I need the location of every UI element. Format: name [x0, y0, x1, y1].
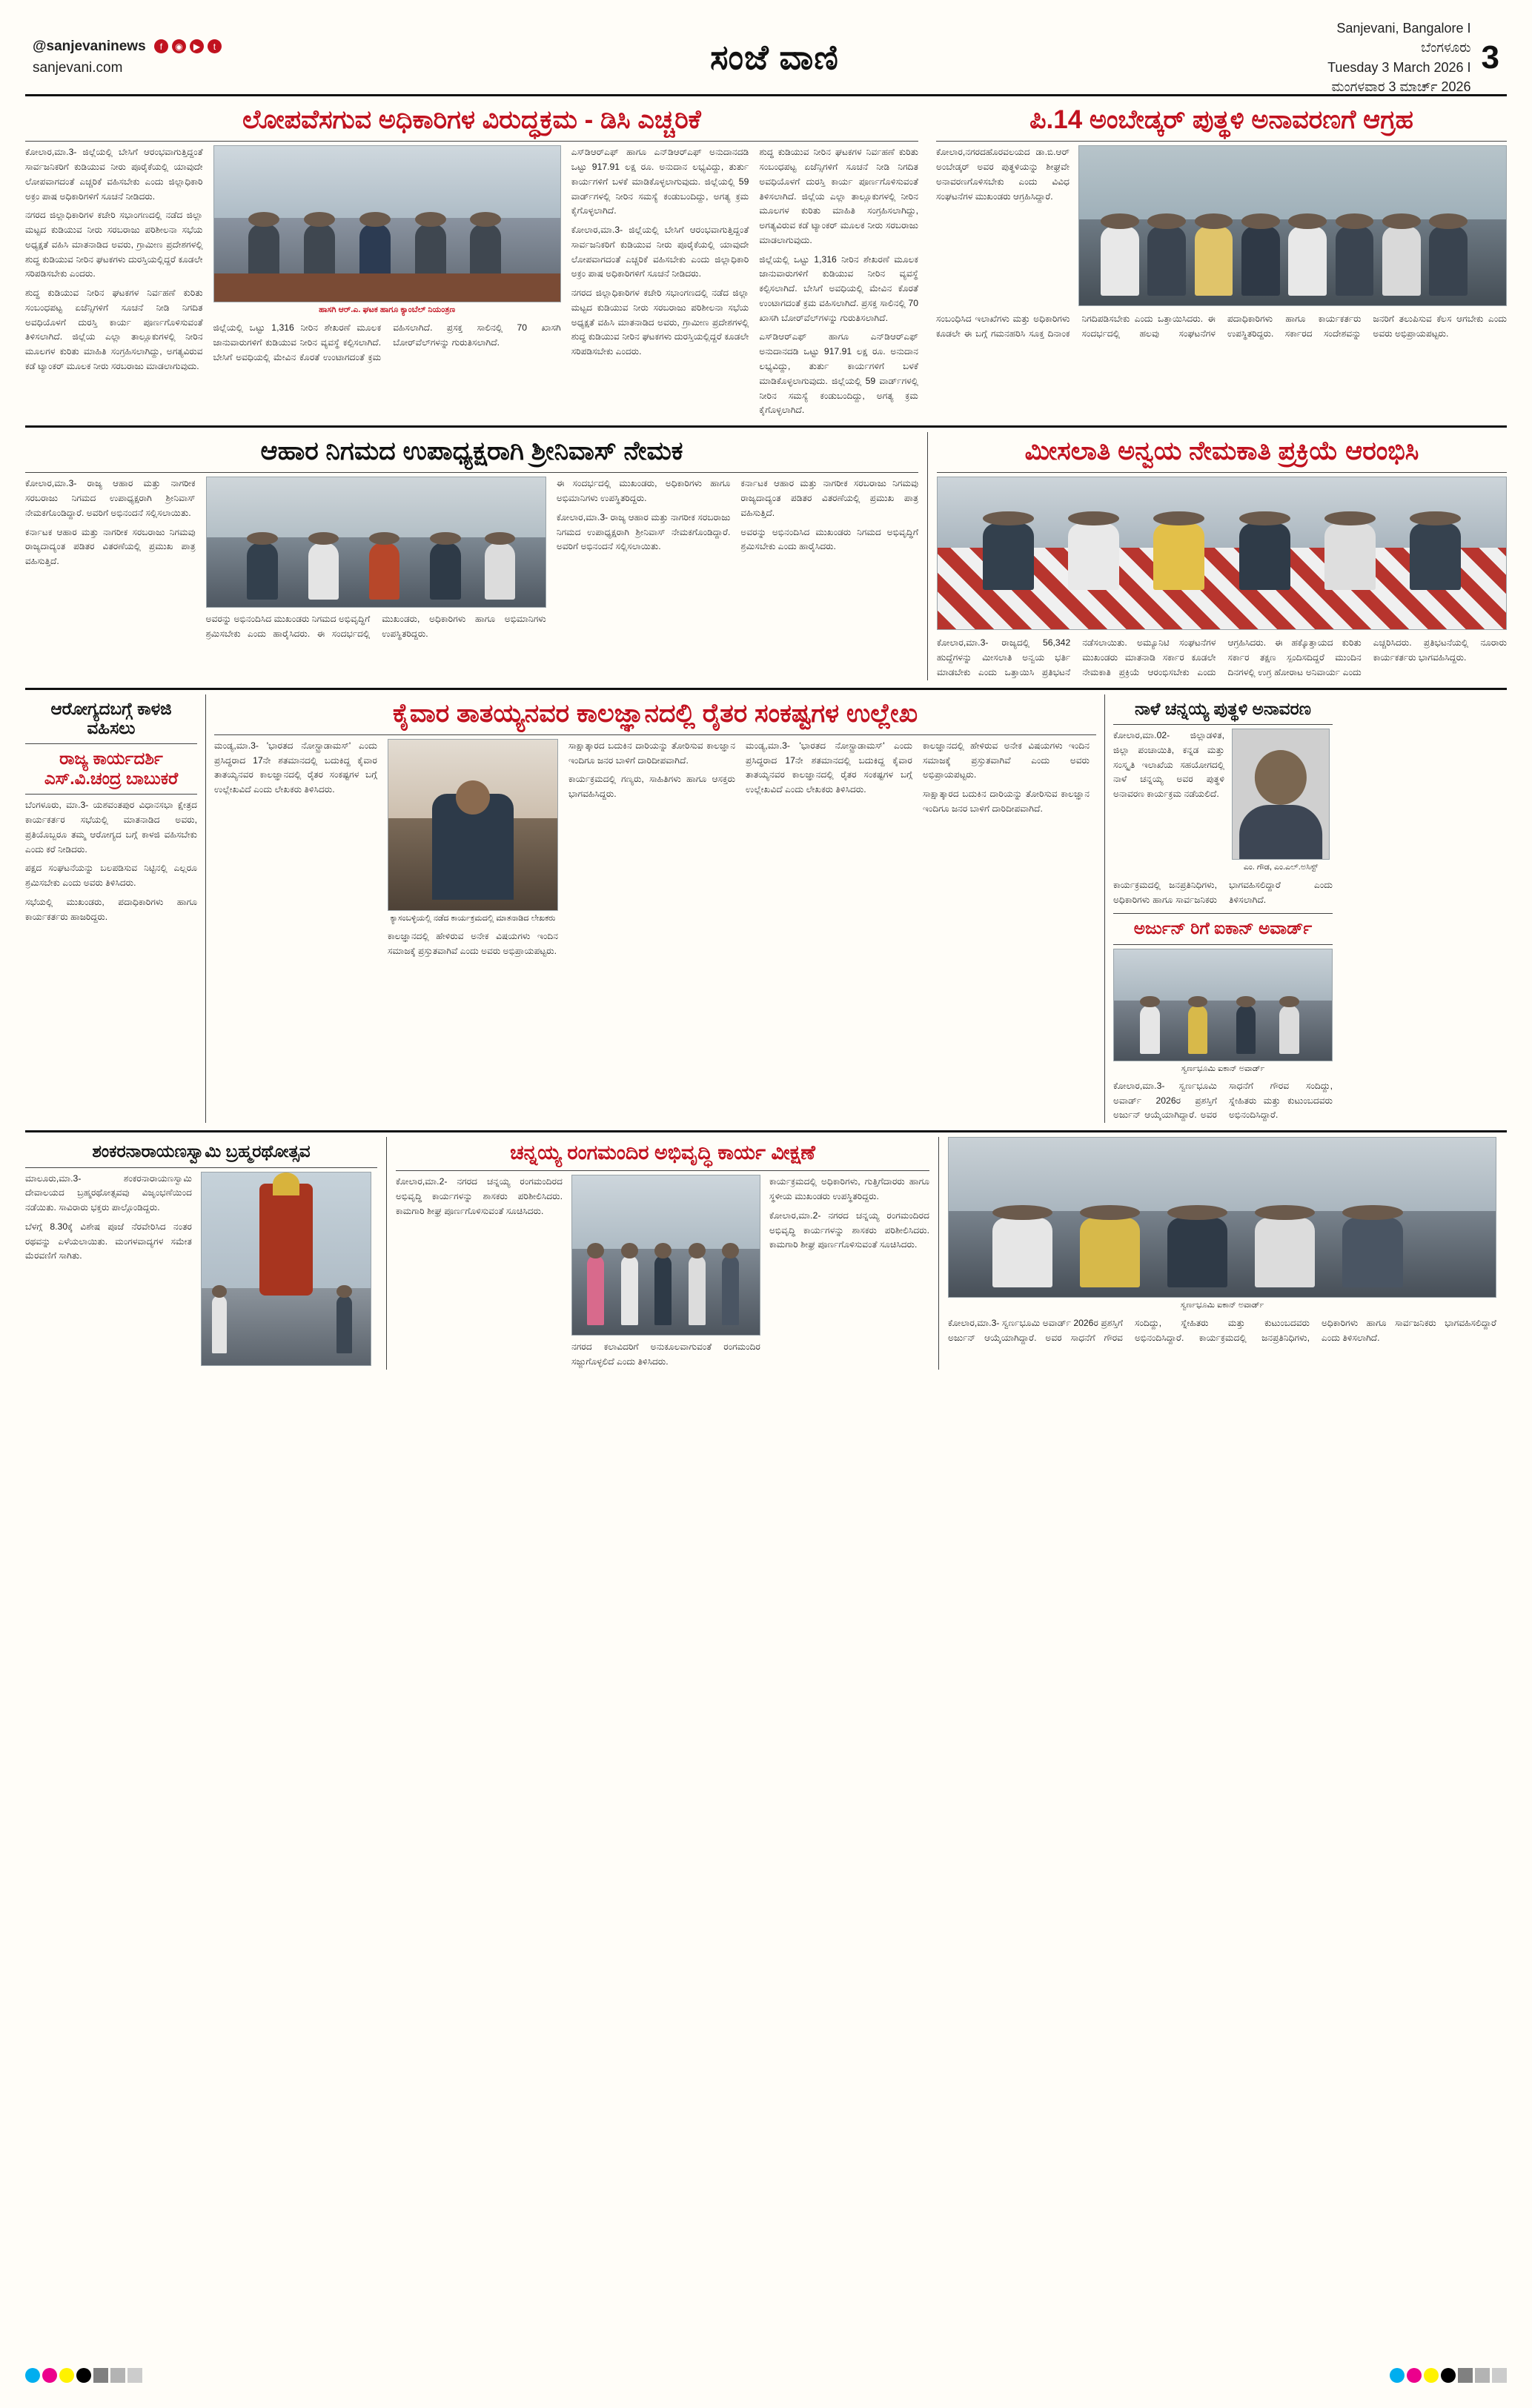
- story-2-headline: ಪಿ.14 ಅಂಬೇಡ್ಕರ್ ಪುತ್ಥಳಿ ಅನಾವರಣಗೆ ಆಗ್ರಹ: [1029, 105, 1413, 134]
- story-4-body-2: ಅವರನ್ನು ಅಭಿನಂದಿಸಿದ ಮುಖಂಡರು ನಿಗಮದ ಅಭಿವೃದ್ಧಿಗೆ ಶ್ರಮಿಸಬೇಕು ಎಂದು ಹಾರೈಸಿದರು.: [205, 614, 371, 640]
- story-channayya-unveil: [1113, 694, 1333, 1124]
- story-2-photo: [1078, 145, 1507, 306]
- story-10-body-1b: ಕೋಲಾರ,ಮಾ.2- ನಗರದ ಚನ್ನಯ್ಯ ರಂಗಮಂದಿರದ ಅಭಿವೃದ್ಧಿ ಕಾರ್ಯಗಳನ್ನು ಶಾಸಕರು ಪರಿಶೀಲಿಸಿದರು. ಕಾಮಗಾರಿ ಶೀಘ್ರ ಪೂರ್ಣಗೊಳಿಸುವಂತೆ ಸೂಚಿಸಿದರು.: [769, 1210, 929, 1250]
- story-1-body-3b: ಶುದ್ಧ ಕುಡಿಯುವ ನೀರಿನ ಘಟಕಗಳ ನಿರ್ವಹಣೆ ಕುರಿತು ಸಂಬಂಧಪಟ್ಟ ಏಜೆನ್ಸಿಗಳಿಗೆ ಸೂಚನೆ ನೀಡಿ ನಿಗದಿತ ಅವಧಿಯೊಳಗೆ ದುರಸ್ತಿ ಕಾರ್ಯ ಪೂರ್ಣಗೊಳಿಸುವಂತೆ ತಿಳಿಸಲಾಗಿದೆ. ಜಿಲ್ಲೆಯ ಎಲ್ಲಾ ತಾಲ್ಲೂಕುಗಳಲ್ಲಿ ನೀರಿನ ಮೂಲಗಳ ಕುರಿತು ಮಾಹಿತಿ ಸಂಗ್ರಹಿಸಲಾಗಿದ್ದು, ಅಗತ್ಯವಿರುವ ಕಡೆ ಟ್ಯಾಂಕರ್ ಮೂಲಕ ನೀರು ಸರಬರಾಜು ಮಾಡಲಾಗುವುದು.: [759, 147, 918, 245]
- story-6-body-2: ಕಾಲಜ್ಞಾನದಲ್ಲಿ ಹೇಳಿರುವ ಅನೇಕ ವಿಷಯಗಳು ಇಂದಿನ ಸಮಾಜಕ್ಕೆ ಪ್ರಸ್ತುತವಾಗಿವೆ ಎಂದು ಅವರು ಅಭಿಪ್ರಾಯಪಟ್ಟರು.: [388, 930, 558, 956]
- story-8-body-1: ಕೋಲಾರ,ಮಾ.3- ಸ್ವರ್ಣಭೂಮಿ ಅವಾರ್ಡ್ 2026ರ ಪ್ರಶಸ್ತಿಗೆ ಅರ್ಜುನ್ ಆಯ್ಕೆಯಾಗಿದ್ದಾರೆ.: [1113, 1080, 1217, 1121]
- story-5-body-1: ಬೆಂಗಳೂರು, ಮಾ.3- ಯಶವಂತಪುರ ವಿಧಾನಸಭಾ ಕ್ಷೇತ್ರದ ಕಾರ್ಯಕರ್ತರ ಸಭೆಯಲ್ಲಿ ಮಾತನಾಡಿದ ಅವರು, ಪ್ರತಿಯೊಬ್ಬರೂ ತಮ್ಮ ಆರೋಗ್ಯದ ಬಗ್ಗೆ ಕಾಳಜಿ ವಹಿಸಬೇಕು ಎಂದು ಕರೆ ನೀಡಿದರು.: [25, 800, 197, 855]
- story-4-body-3c: ಕರ್ನಾಟಕ ಆಹಾರ ಮತ್ತು ನಾಗರೀಕ ಸರಬರಾಜು ನಿಗಮವು ರಾಜ್ಯದಾದ್ಯಂತ ಪಡಿತರ ವಿತರಣೆಯಲ್ಲಿ ಪ್ರಮುಖ ಪಾತ್ರ ವಹಿಸುತ್ತಿದೆ.: [740, 478, 918, 518]
- story-3-photo: [937, 477, 1507, 630]
- story-2-body-4: ಸರ್ಕಾರದ ಸಂದೇಶವನ್ನು ಜನರಿಗೆ ತಲುಪಿಸುವ ಕೆಲಸ ಆಗಬೇಕು ಎಂದು ಅವರು ಅಭಿಪ್ರಾಯಪಟ್ಟರು.: [1284, 314, 1507, 339]
- date-kn: ಮಂಗಳವಾರ 3 ಮಾರ್ಚ್ 2026: [1331, 79, 1471, 94]
- twitter-icon[interactable]: t: [208, 39, 222, 53]
- color-registration-bar-left: [25, 2368, 142, 2383]
- website-url: sanjevani.com: [33, 59, 123, 76]
- story-6-photo: [388, 739, 558, 911]
- story-6-caption: ಕ್ಯಾಸಂಬಳ್ಳಿಯಲ್ಲಿ ನಡೆದ ಕಾರ್ಯಕ್ರಮದಲ್ಲಿ ಮಾತನಾಡಿದ ಲೇಖಕರು: [390, 913, 556, 923]
- award-body-3: ಕಾರ್ಯಕ್ರಮದಲ್ಲಿ ಜನಪ್ರತಿನಿಧಿಗಳು, ಅಧಿಕಾರಿಗಳು ಹಾಗೂ ಸಾರ್ವಜನಿಕರು ಭಾಗವಹಿಸಲಿದ್ದಾರೆ ಎಂದು ತಿಳಿಸಲಾಗಿದೆ.: [1198, 1318, 1496, 1343]
- story-4-body-1: ಕೋಲಾರ,ಮಾ.3- ರಾಜ್ಯ ಆಹಾರ ಮತ್ತು ನಾಗರೀಕ ಸರಬರಾಜು ನಿಗಮದ ಉಪಾಧ್ಯಕ್ಷರಾಗಿ ಶ್ರೀನಿವಾಸ್ ನೇಮಕಗೊಂಡಿದ್ದಾರೆ. ಅವರಿಗೆ ಅಭಿನಂದನೆ ಸಲ್ಲಿಸಲಾಯಿತು.: [25, 478, 196, 518]
- story-5-body-2: ಪಕ್ಷದ ಸಂಘಟನೆಯನ್ನು ಬಲಪಡಿಸುವ ನಿಟ್ಟಿನಲ್ಲಿ ಎಲ್ಲರೂ ಶ್ರಮಿಸಬೇಕು ಎಂದು ಅವರು ತಿಳಿಸಿದರು.: [25, 863, 197, 889]
- logo-text: ಸಂಜೆ ವಾಣಿ: [710, 37, 839, 76]
- award-body-1: ಕೋಲಾರ,ಮಾ.3- ಸ್ವರ್ಣಭೂಮಿ ಅವಾರ್ಡ್ 2026ರ ಪ್ರಶಸ್ತಿಗೆ ಅರ್ಜುನ್ ಆಯ್ಕೆಯಾಗಿದ್ದಾರೆ.: [948, 1318, 1123, 1343]
- story-9-photo: [201, 1172, 371, 1366]
- story-1-body-3: ಶುದ್ಧ ಕುಡಿಯುವ ನೀರಿನ ಘಟಕಗಳ ನಿರ್ವಹಣೆ ಕುರಿತು ಸಂಬಂಧಪಟ್ಟ ಏಜೆನ್ಸಿಗಳಿಗೆ ಸೂಚನೆ ನೀಡಿ ನಿಗದಿತ ಅವಧಿಯೊಳಗೆ ದುರಸ್ತಿ ಕಾರ್ಯ ಪೂರ್ಣಗೊಳಿಸುವಂತೆ ತಿಳಿಸಲಾಗಿದೆ. ಜಿಲ್ಲೆಯ ಎಲ್ಲಾ ತಾಲ್ಲೂಕುಗಳಲ್ಲಿ ನೀರಿನ ಮೂಲಗಳ ಕುರಿತು ಮಾಹಿತಿ ಸಂಗ್ರಹಿಸಲಾಗಿದ್ದು, ಅಗತ್ಯವಿರುವ ಕಡೆ ಟ್ಯಾಂಕರ್ ಮೂಲಕ ನೀರು ಸರಬರಾಜು ಮಾಡಲಾಗುವುದು.: [25, 288, 203, 371]
- story-9-body-1: ಮಾಲೂರು,ಮಾ.3- ಶಂಕರನಾರಾಯಣಸ್ವಾಮಿ ದೇವಾಲಯದ ಬ್ರಹ್ಮರಥೋತ್ಸವವು ವಿಜೃಂಭಣೆಯಿಂದ ನಡೆಯಿತು. ಸಾವಿರಾರು ಭಕ್ತರು ಪಾಲ್ಗೊಂಡಿದ್ದರು.: [25, 1173, 192, 1213]
- story-6-headline: ಕೈವಾರ ತಾತಯ್ಯನವರ ಕಾಲಜ್ಞಾನದಲ್ಲಿ ರೈತರ ಸಂಕಷ್ಟಗಳ ಉಲ್ಲೇಖ: [392, 698, 918, 728]
- story-brahmarathotsava: [25, 1137, 377, 1370]
- story-10-photo: [571, 1175, 760, 1336]
- story-1-body-1b: ಕೋಲಾರ,ಮಾ.3- ಜಿಲ್ಲೆಯಲ್ಲಿ ಬೇಸಿಗೆ ಆರಂಭವಾಗುತ್ತಿದ್ದಂತೆ ಸಾರ್ವಜನಿಕರಿಗೆ ಕುಡಿಯುವ ನೀರು ಪೂರೈಕೆಯಲ್ಲಿ ಯಾವುದೇ ಲೋಪವಾಗದಂತೆ ಎಚ್ಚರಿಕೆ ವಹಿಸಬೇಕು ಎಂದು ಜಿಲ್ಲಾಧಿಕಾರಿ ಅಕ್ರಂ ಪಾಷ ಅಧಿಕಾರಿಗಳಿಗೆ ಸೂಚನೆ ನೀಡಿದರು.: [571, 225, 749, 279]
- story-lopavesaguva: [25, 101, 918, 418]
- story-6-body-3b: ಸಾಕ್ಷಾತ್ಕಾರದ ಬದುಕಿನ ದಾರಿಯನ್ನು ತೋರಿಸುವ ಕಾಲಜ್ಞಾನ ಇಂದಿಗೂ ಜನರ ಬಾಳಿಗೆ ದಾರಿದೀಪವಾಗಿದೆ.: [923, 789, 1090, 814]
- story-2-body-2: ಸಂಬಂಧಿಸಿದ ಇಲಾಖೆಗಳು ಮತ್ತು ಅಧಿಕಾರಿಗಳು ಕೂಡಲೇ ಈ ಬಗ್ಗೆ ಗಮನಹರಿಸಿ ಸೂಕ್ತ ದಿನಾಂಕ ನಿಗದಿಪಡಿಸಬೇಕು ಎಂದು ಒತ್ತಾಯಿಸಿದರು.: [936, 314, 1204, 339]
- story-1-body-4b: ಜಿಲ್ಲೆಯಲ್ಲಿ ಒಟ್ಟು 1,316 ನೀರಿನ ಶೇಖರಣೆ ಮೂಲಕ ಜಾನುವಾರುಗಳಿಗೆ ಕುಡಿಯುವ ನೀರಿನ ವ್ಯವಸ್ಥೆ ಕಲ್ಪಿಸಲಾಗಿದೆ. ಬೇಸಿಗೆ ಅವಧಿಯಲ್ಲಿ ಮೇವಿನ ಕೊರತೆ ಉಂಟಾಗದಂತೆ ಕ್ರಮ ವಹಿಸಲಾಗಿದೆ. ಪ್ರಸಕ್ತ ಸಾಲಿನಲ್ಲಿ 70 ಖಾಸಗಿ ಬೋರ್‌ವೆಲ್‌ಗಳನ್ನು ಗುರುತಿಸಲಾಗಿದೆ.: [759, 253, 918, 323]
- masthead-right: [1327, 19, 1499, 96]
- youtube-icon[interactable]: ▶: [190, 39, 204, 53]
- story-6-body-1b: ಮಂಡ್ಯ,ಮಾ.3- 'ಭಾರತದ ನೋಸ್ಟ್ರಾಡಾಮಸ್' ಎಂದು ಪ್ರಸಿದ್ಧರಾದ 17ನೇ ಶತಮಾನದಲ್ಲಿ ಬದುಕಿದ್ದ ಕೈವಾರ ತಾತಯ್ಯನವರ ಕಾಲಜ್ಞಾನದಲ್ಲಿ ರೈತರ ಸಂಕಷ್ಟಗಳ ಬಗ್ಗೆ ಉಲ್ಲೇಖವಿದೆ ಎಂದು ಲೇಖಕರು ತಿಳಿಸಿದರು.: [746, 740, 912, 795]
- story-1-body-1: ಕೋಲಾರ,ಮಾ.3- ಜಿಲ್ಲೆಯಲ್ಲಿ ಬೇಸಿಗೆ ಆರಂಭವಾಗುತ್ತಿದ್ದಂತೆ ಸಾರ್ವಜನಿಕರಿಗೆ ಕುಡಿಯುವ ನೀರು ಪೂರೈಕೆಯಲ್ಲಿ ಯಾವುದೇ ಲೋಪವಾಗದಂತೆ ಎಚ್ಚರಿಕೆ ವಹಿಸಬೇಕು ಎಂದು ಜಿಲ್ಲಾಧಿಕಾರಿ ಅಕ್ರಂ ಪಾಷ ಅಧಿಕಾರಿಗಳಿಗೆ ಸೂಚನೆ ನೀಡಿದರು.: [25, 147, 203, 202]
- story-1-body-5b: ಎಸ್‌ಡಿಆರ್‌ಎಫ್ ಹಾಗೂ ಎನ್‌ಡಿಆರ್‌ಎಫ್ ಅನುದಾನದಡಿ ಒಟ್ಟು 917.91 ಲಕ್ಷ ರೂ. ಅನುದಾನ ಲಭ್ಯವಿದ್ದು, ತುರ್ತು ಕಾರ್ಯಗಳಿಗೆ ಬಳಕೆ ಮಾಡಿಕೊಳ್ಳಲಾಗುವುದು. ಜಿಲ್ಲೆಯಲ್ಲಿ 59 ವಾರ್ಡ್‌ಗಳಲ್ಲಿ ನೀರಿನ ಸಮಸ್ಯೆ ಕಂಡುಬಂದಿದ್ದು, ಅಗತ್ಯ ಕ್ರಮ ಕೈಗೊಳ್ಳಲಾಗಿದೆ.: [759, 331, 918, 416]
- story-icon-award: [948, 1137, 1496, 1370]
- color-registration-bar-right: [1390, 2368, 1507, 2383]
- story-2-body-3: ಈ ಸಂದರ್ಭದಲ್ಲಿ ಹಲವು ಸಂಘಟನೆಗಳ ಪದಾಧಿಕಾರಿಗಳು ಹಾಗೂ ಕಾರ್ಯಕರ್ತರು ಉಪಸ್ಥಿತರಿದ್ದರು.: [1081, 314, 1362, 339]
- story-3-body-1: ಕೋಲಾರ,ಮಾ.3- ರಾಜ್ಯದಲ್ಲಿ 56,342 ಹುದ್ದೆಗಳನ್ನು ಮೀಸಲಾತಿ ಅನ್ವಯ ಭರ್ತಿ ಮಾಡಬೇಕು ಎಂದು ಒತ್ತಾಯಿಸಿ ಪ್ರತಿಭಟನೆ ನಡೆಸಲಾಯಿತು.: [937, 637, 1127, 677]
- edition-label: Sanjevani, Bangalore I: [1336, 21, 1471, 36]
- story-4-body-4: ಈ ಸಂದರ್ಭದಲ್ಲಿ ಮುಖಂಡರು, ಅಧಿಕಾರಿಗಳು ಹಾಗೂ ಅಭಿಮಾನಿಗಳು ಉಪಸ್ಥಿತರಿದ್ದರು.: [316, 614, 546, 640]
- story-10-headline: ಚನ್ನಯ್ಯ ರಂಗಮಂದಿರ ಅಭಿವೃದ್ಧಿ ಕಾರ್ಯ ವೀಕ್ಷಣೆ: [510, 1141, 815, 1164]
- instagram-icon[interactable]: ◉: [172, 39, 186, 53]
- story-1-body-2b: ನಗರದ ಜಿಲ್ಲಾಧಿಕಾರಿಗಳ ಕಚೇರಿ ಸಭಾಂಗಣದಲ್ಲಿ ನಡೆದ ಜಿಲ್ಲಾ ಮಟ್ಟದ ಕುಡಿಯುವ ನೀರು ಸರಬರಾಜು ಪರಿಶೀಲನಾ ಸಭೆಯ ಅಧ್ಯಕ್ಷತೆ ವಹಿಸಿ ಮಾತನಾಡಿದ ಅವರು, ಗ್ರಾಮೀಣ ಪ್ರದೇಶಗಳಲ್ಲಿ ಶುದ್ಧ ಕುಡಿಯುವ ನೀರಿನ ಘಟಕಗಳು ದುರಸ್ತಿಯಲ್ಲಿದ್ದರೆ ಕೂಡಲೇ ಸರಿಪಡಿಸಬೇಕು ಎಂದರು.: [571, 288, 749, 357]
- story-8-body-2: ಅವರ ಸಾಧನೆಗೆ ಗೌರವ ಸಂದಿದ್ದು, ಸ್ನೇಹಿತರು ಮತ್ತು ಕುಟುಂಬದವರು ಅಭಿನಂದಿಸಿದ್ದಾರೆ.: [1200, 1080, 1333, 1121]
- story-6-body-2b: ಕಾಲಜ್ಞಾನದಲ್ಲಿ ಹೇಳಿರುವ ಅನೇಕ ವಿಷಯಗಳು ಇಂದಿನ ಸಮಾಜಕ್ಕೆ ಪ್ರಸ್ತುತವಾಗಿವೆ ಎಂದು ಅವರು ಅಭಿಪ್ರಾಯಪಟ್ಟರು.: [923, 740, 1090, 780]
- story-ambedkar: [936, 101, 1507, 418]
- facebook-icon[interactable]: f: [154, 39, 168, 53]
- story-3-body-4: ಪ್ರತಿಭಟನೆಯಲ್ಲಿ ನೂರಾರು ಕಾರ್ಯಕರ್ತರು ಭಾಗವಹಿಸಿದ್ದರು.: [1373, 637, 1507, 663]
- story-1-photo: [213, 145, 561, 302]
- story-7-headline: ನಾಳೆ ಚನ್ನಯ್ಯ ಪುತ್ಥಳಿ ಅನಾವರಣ: [1135, 698, 1311, 718]
- social-handle: @sanjevaninews: [33, 39, 146, 54]
- story-rangamandira: [396, 1137, 929, 1370]
- story-1-body-2: ನಗರದ ಜಿಲ್ಲಾಧಿಕಾರಿಗಳ ಕಚೇರಿ ಸಭಾಂಗಣದಲ್ಲಿ ನಡೆದ ಜಿಲ್ಲಾ ಮಟ್ಟದ ಕುಡಿಯುವ ನೀರು ಸರಬರಾಜು ಪರಿಶೀಲನಾ ಸಭೆಯ ಅಧ್ಯಕ್ಷತೆ ವಹಿಸಿ ಮಾತನಾಡಿದ ಅವರು, ಗ್ರಾಮೀಣ ಪ್ರದೇಶಗಳಲ್ಲಿ ಶುದ್ಧ ಕುಡಿಯುವ ನೀರಿನ ಘಟಕಗಳು ದುರಸ್ತಿಯಲ್ಲಿದ್ದರೆ ಕೂಡಲೇ ಸರಿಪಡಿಸಬೇಕು ಎಂದರು.: [25, 210, 203, 279]
- award-photo: [948, 1137, 1496, 1298]
- story-5-headline-1: ಆರೋಗ್ಯದಬಗ್ಗೆ ಕಾಳಜಿ ವಹಿಸಲು: [50, 698, 172, 738]
- story-4-body-4b: ಈ ಸಂದರ್ಭದಲ್ಲಿ ಮುಖಂಡರು, ಅಧಿಕಾರಿಗಳು ಹಾಗೂ ಅಭಿಮಾನಿಗಳು ಉಪಸ್ಥಿತರಿದ್ದರು.: [556, 478, 731, 504]
- story-4-photo: [206, 477, 546, 608]
- story-5-headline-2: ರಾಜ್ಯ ಕಾರ್ಯದರ್ಶಿ ಎಸ್.ವಿ.ಚಂದ್ರ ಬಾಬುಕರೆ: [44, 749, 179, 788]
- story-kaivara: [214, 694, 1096, 1124]
- masthead: [25, 21, 1507, 96]
- story-7-body-1: ಕೋಲಾರ,ಮಾ.02- ಜಿಲ್ಲಾಡಳಿತ, ಜಿಲ್ಲಾ ಪಂಚಾಯಿತಿ, ಕನ್ನಡ ಮತ್ತು ಸಂಸ್ಕೃತಿ ಇಲಾಖೆಯ ಸಹಯೋಗದಲ್ಲಿ ನಾಳೆ ಚನ್ನಯ್ಯ ಅವರ ಪುತ್ಥಳಿ ಅನಾವರಣ ಕಾರ್ಯಕ್ರಮ ನಡೆಯಲಿದೆ.: [1113, 730, 1224, 800]
- story-6-body-3: ಸಾಕ್ಷಾತ್ಕಾರದ ಬದುಕಿನ ದಾರಿಯನ್ನು ತೋರಿಸುವ ಕಾಲಜ್ಞಾನ ಇಂದಿಗೂ ಜನರ ಬಾಳಿಗೆ ದಾರಿದೀಪವಾಗಿದೆ.: [568, 740, 735, 766]
- story-4-body-3: ಕರ್ನಾಟಕ ಆಹಾರ ಮತ್ತು ನಾಗರೀಕ ಸರಬರಾಜು ನಿಗಮವು ರಾಜ್ಯದಾದ್ಯಂತ ಪಡಿತರ ವಿತರಣೆಯಲ್ಲಿ ಪ್ರಮುಖ ಪಾತ್ರ ವಹಿಸುತ್ತಿದೆ.: [25, 526, 196, 567]
- story-3-headline: ಮೀಸಲಾತಿ ಅನ್ವಯ ನೇಮಕಾತಿ ಪ್ರಕ್ರಿಯೆ ಆರಂಭಿಸಿ: [1024, 437, 1419, 466]
- page-number: 3: [1481, 39, 1499, 76]
- story-5-body-3: ಸಭೆಯಲ್ಲಿ ಮುಖಂಡರು, ಪದಾಧಿಕಾರಿಗಳು ಹಾಗೂ ಕಾರ್ಯಕರ್ತರು ಹಾಜರಿದ್ದರು.: [25, 896, 197, 922]
- story-8-caption: ಸ್ವರ್ಣಭೂಮಿ ಐಕಾನ್ ಅವಾರ್ಡ್: [1181, 1064, 1265, 1073]
- award-caption: ಸ್ವರ್ಣಭೂಮಿ ಐಕಾನ್ ಅವಾರ್ಡ್: [1180, 1301, 1264, 1310]
- edition-label-kn: ಬೆಂಗಳೂರು: [1421, 40, 1471, 56]
- story-1-caption: ಹಾಸಗಿ ಆರ್.ಎ. ಘಟಕ ಹಾಗೂ ಕ್ಯಾಂಬೆಲ್ ನಿಯಂತ್ರಣ: [319, 305, 456, 315]
- masthead-left: [33, 36, 222, 79]
- story-2-body-1: ಕೋಲಾರ,ನಗರದಹೊರವಲಯದ ಡಾ.ಬಿ.ಆರ್ ಅಂಬೇಡ್ಕರ್ ಅವರ ಪುತ್ಥಳಿಯನ್ನು ಶೀಘ್ರವೇ ಅನಾವರಣಗೊಳಿಸಬೇಕು ಎಂದು ವಿವಿಧ ಸಂಘಟನೆಗಳ ಮುಖಂಡರು ಆಗ್ರಹಿಸಿದ್ದಾರೆ.: [936, 147, 1070, 202]
- story-10-body-1: ಕೋಲಾರ,ಮಾ.2- ನಗರದ ಚನ್ನಯ್ಯ ರಂಗಮಂದಿರದ ಅಭಿವೃದ್ಧಿ ಕಾರ್ಯಗಳನ್ನು ಶಾಸಕರು ಪರಿಶೀಲಿಸಿದರು. ಕಾಮಗಾರಿ ಶೀಘ್ರ ಪೂರ್ಣಗೊಳಿಸುವಂತೆ ಸೂಚಿಸಿದರು.: [396, 1176, 563, 1216]
- date-en: Tuesday 3 March 2026 I: [1327, 59, 1471, 75]
- story-3-body-3: ಈ ಹಕ್ಕೊತ್ತಾಯದ ಕುರಿತು ಸರ್ಕಾರ ತಕ್ಷಣ ಸ್ಪಂದಿಸದಿದ್ದರೆ ಮುಂದಿನ ದಿನಗಳಲ್ಲಿ ಉಗ್ರ ಹೋರಾಟ ಅನಿವಾರ್ಯ ಎಂದು ಎಚ್ಚರಿಸಿದರು.: [1227, 637, 1412, 677]
- story-4-headline: ಆಹಾರ ನಿಗಮದ ಉಪಾಧ್ಯಕ್ಷರಾಗಿ ಶ್ರೀನಿವಾಸ್ ನೇಮಕ: [260, 437, 683, 466]
- story-7-caption: ಎಂ. ಗೌಡ, ಎಂ.ಎಲ್.ಅಸಿಸ್ಟ್: [1243, 863, 1319, 872]
- masthead-logo: [710, 37, 839, 79]
- story-arogya: [25, 694, 197, 1124]
- story-7-body-2: ಕಾರ್ಯಕ್ರಮದಲ್ಲಿ ಜನಪ್ರತಿನಿಧಿಗಳು, ಅಧಿಕಾರಿಗಳು ಹಾಗೂ ಸಾರ್ವಜನಿಕರು ಭಾಗವಹಿಸಲಿದ್ದಾರೆ ಎಂದು ತಿಳಿಸಲಾಗಿದೆ.: [1113, 879, 1333, 905]
- story-1-body-4: ಜಿಲ್ಲೆಯಲ್ಲಿ ಒಟ್ಟು 1,316 ನೀರಿನ ಶೇಖರಣೆ ಮೂಲಕ ಜಾನುವಾರುಗಳಿಗೆ ಕುಡಿಯುವ ನೀರಿನ ವ್ಯವಸ್ಥೆ ಕಲ್ಪಿಸಲಾಗಿದೆ. ಬೇಸಿಗೆ ಅವಧಿಯಲ್ಲಿ ಮೇವಿನ ಕೊರತೆ ಉಂಟಾಗದಂತೆ ಕ್ರಮ ವಹಿಸಲಾಗಿದೆ. ಪ್ರಸಕ್ತ ಸಾಲಿನಲ್ಲಿ 70 ಖಾಸಗಿ ಬೋರ್‌ವೆಲ್‌ಗಳನ್ನು ಗುರುತಿಸಲಾಗಿದೆ.: [213, 322, 561, 362]
- story-1-body-5: ಎಸ್‌ಡಿಆರ್‌ಎಫ್ ಹಾಗೂ ಎನ್‌ಡಿಆರ್‌ಎಫ್ ಅನುದಾನದಡಿ ಒಟ್ಟು 917.91 ಲಕ್ಷ ರೂ. ಅನುದಾನ ಲಭ್ಯವಿದ್ದು, ತುರ್ತು ಕಾರ್ಯಗಳಿಗೆ ಬಳಕೆ ಮಾಡಿಕೊಳ್ಳಲಾಗುವುದು. ಜಿಲ್ಲೆಯಲ್ಲಿ 59 ವಾರ್ಡ್‌ಗಳಲ್ಲಿ ನೀರಿನ ಸಮಸ್ಯೆ ಕಂಡುಬಂದಿದ್ದು, ಅಗತ್ಯ ಕ್ರಮ ಕೈಗೊಳ್ಳಲಾಗಿದೆ.: [571, 147, 749, 216]
- story-meesalathi: [937, 432, 1507, 680]
- story-7-portrait: [1232, 729, 1330, 860]
- story-10-body-3: ಕಾರ್ಯಕ್ರಮದಲ್ಲಿ ಅಧಿಕಾರಿಗಳು, ಗುತ್ತಿಗೆದಾರರು ಹಾಗೂ ಸ್ಥಳೀಯ ಮುಖಂಡರು ಉಪಸ್ಥಿತರಿದ್ದರು.: [769, 1176, 929, 1201]
- story-8-photo: [1113, 949, 1333, 1061]
- story-aahara-nigama: [25, 432, 918, 680]
- story-10-body-2: ನಗರದ ಕಲಾವಿದರಿಗೆ ಅನುಕೂಲವಾಗುವಂತೆ ರಂಗಮಂದಿರ ಸಜ್ಜುಗೊಳ್ಳಲಿದೆ ಎಂದು ತಿಳಿಸಿದರು.: [571, 1341, 760, 1367]
- story-9-headline: ಶಂಕರನಾರಾಯಣಸ್ವಾಮಿ ಬ್ರಹ್ಮರಥೋತ್ಸವ: [92, 1141, 311, 1161]
- story-1-headline: ಲೋಪವೆಸಗುವ ಅಧಿಕಾರಿಗಳ ವಿರುದ್ಧಕ್ರಮ - ಡಿಸಿ ಎಚ್ಚರಿಕೆ: [242, 105, 701, 134]
- story-9-body-2: ಬೆಳಗ್ಗೆ 8.30ಕ್ಕೆ ವಿಶೇಷ ಪೂಜೆ ನೆರವೇರಿಸಿದ ನಂತರ ರಥವನ್ನು ಎಳೆಯಲಾಯಿತು. ಮಂಗಳವಾದ್ಯಗಳ ಸಮೇತ ಮೆರವಣಿಗೆ ಸಾಗಿತು.: [25, 1221, 192, 1261]
- story-6-body-1: ಮಂಡ್ಯ,ಮಾ.3- 'ಭಾರತದ ನೋಸ್ಟ್ರಾಡಾಮಸ್' ಎಂದು ಪ್ರಸಿದ್ಧರಾದ 17ನೇ ಶತಮಾನದಲ್ಲಿ ಬದುಕಿದ್ದ ಕೈವಾರ ತಾತಯ್ಯನವರ ಕಾಲಜ್ಞಾನದಲ್ಲಿ ರೈತರ ಸಂಕಷ್ಟಗಳ ಬಗ್ಗೆ ಉಲ್ಲೇಖವಿದೆ ಎಂದು ಲೇಖಕರು ತಿಳಿಸಿದರು.: [214, 740, 377, 795]
- story-8-headline: ಅರ್ಜುನ್ ರಿಗೆ ಐಕಾನ್ ಅವಾರ್ಡ್: [1133, 918, 1313, 938]
- story-6-body-4: ಕಾರ್ಯಕ್ರಮದಲ್ಲಿ ಗಣ್ಯರು, ಸಾಹಿತಿಗಳು ಹಾಗೂ ಆಸಕ್ತರು ಭಾಗವಹಿಸಿದ್ದರು.: [568, 774, 735, 800]
- story-4-body-2c: ಅವರನ್ನು ಅಭಿನಂದಿಸಿದ ಮುಖಂಡರು ನಿಗಮದ ಅಭಿವೃದ್ಧಿಗೆ ಶ್ರಮಿಸಬೇಕು ಎಂದು ಹಾರೈಸಿದರು.: [740, 526, 918, 552]
- story-3-body-2: ಅಮ್ಯೂನಿಟಿ ಸಂಘಟನೆಗಳ ಮುಖಂಡರು ಮಾತನಾಡಿ ಸರ್ಕಾರ ಕೂಡಲೇ ನೇಮಕಾತಿ ಪ್ರಕ್ರಿಯೆ ಆರಂಭಿಸಬೇಕು ಎಂದು ಆಗ್ರಹಿಸಿದರು.: [1082, 637, 1267, 677]
- award-body-2: ಅವರ ಸಾಧನೆಗೆ ಗೌರವ ಸಂದಿದ್ದು, ಸ್ನೇಹಿತರು ಮತ್ತು ಕುಟುಂಬದವರು ಅಭಿನಂದಿಸಿದ್ದಾರೆ.: [1045, 1318, 1310, 1343]
- social-icons[interactable]: [154, 39, 222, 53]
- story-4-body-1b: ಕೋಲಾರ,ಮಾ.3- ರಾಜ್ಯ ಆಹಾರ ಮತ್ತು ನಾಗರೀಕ ಸರಬರಾಜು ನಿಗಮದ ಉಪಾಧ್ಯಕ್ಷರಾಗಿ ಶ್ರೀನಿವಾಸ್ ನೇಮಕಗೊಂಡಿದ್ದಾರೆ. ಅವರಿಗೆ ಅಭಿನಂದನೆ ಸಲ್ಲಿಸಲಾಯಿತು.: [556, 511, 731, 552]
